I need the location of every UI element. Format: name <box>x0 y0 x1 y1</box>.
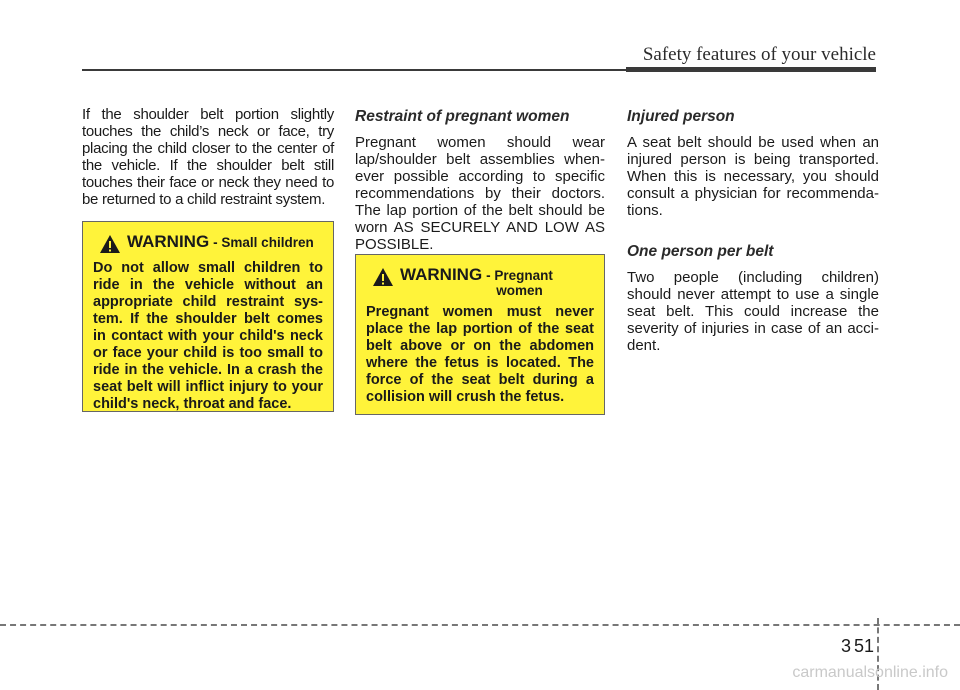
warning-label: WARNING <box>127 232 210 251</box>
pregnant-women-heading: Restraint of pregnant women <box>355 108 570 125</box>
warning-triangle-icon <box>372 267 394 287</box>
warning-label: WARNING <box>400 265 483 284</box>
watermark: carmanualsonline.info <box>792 664 948 681</box>
warning-subject-line1: - Pregnant <box>486 268 553 283</box>
warning-subject-line2: women <box>496 283 543 298</box>
warning-header <box>93 232 323 254</box>
injured-person-heading: Injured person <box>627 108 735 125</box>
warning-text: Do not allow small children to ride in the vehicle without an appropriate child restraint sys- tem. If the shoulder belt comes in contact with your child's neck or face your child is too small to ride in the vehicle. In a crash the seat belt will inflict injury to your child's neck, throat and face. <box>93 260 323 412</box>
warning-subject <box>486 265 553 298</box>
column-middle <box>355 106 605 253</box>
one-person-per-belt-heading: One person per belt <box>627 243 774 260</box>
warning-header <box>366 265 594 298</box>
warning-box-small-children <box>82 221 334 412</box>
chapter-number: 3 <box>841 636 852 656</box>
warning-triangle-icon <box>99 234 121 254</box>
one-person-per-belt-paragraph: Two people (including children) should never attempt to use a single seat belt. This could increase the severity of injuries in case of an acci- dent. <box>627 269 879 354</box>
warning-text: Pregnant women must never place the lap portion of the seat belt above or on the abdomen where the fetus is located. The force of the seat belt during a collision will crush the fetus. <box>366 304 594 405</box>
section-title: Safety features of your vehicle <box>642 44 876 65</box>
column-right <box>627 106 879 354</box>
pregnant-women-paragraph: Pregnant women should wear lap/shoulder belt assemblies when- ever possible according to specific recommendations by their doctors. The lap portion of the belt should be worn AS SECURELY AND LOW AS POSSIBLE. <box>355 134 605 253</box>
injured-person-paragraph: A seat belt should be used when an injured person is being transported. When this is necessary, you should consult a physician for recommenda- tions. <box>627 134 879 219</box>
warning-subject: - Small children <box>213 235 314 250</box>
footer-rule <box>0 624 960 626</box>
header-rule-accent <box>626 67 876 72</box>
column-left <box>82 106 334 208</box>
warning-box-pregnant-women <box>355 254 605 415</box>
page-number: 51 <box>854 636 875 656</box>
child-belt-paragraph: If the shoulder belt portion slightly touches the child’s neck or face, try placing the child closer to the center of the vehicle. If the shoulder belt still touches their face or neck they need to be returned to a child restraint system. <box>82 106 334 208</box>
